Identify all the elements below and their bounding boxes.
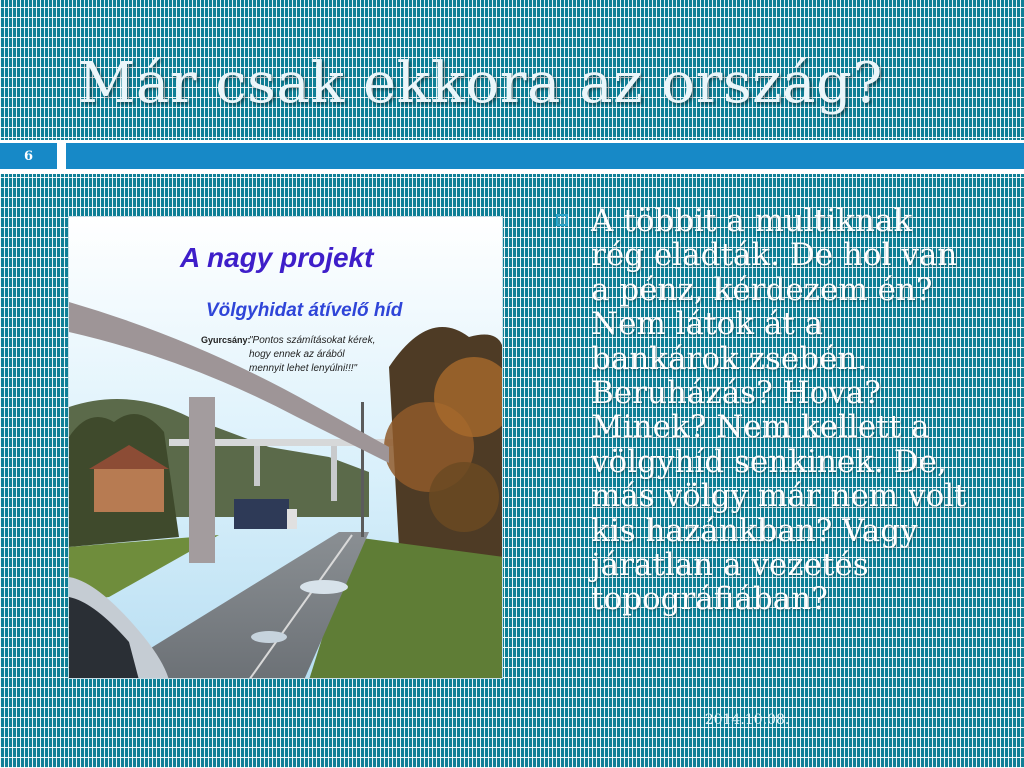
image-quote-line: hogy ennek az árából bbox=[249, 349, 345, 360]
image-quote-line: mennyit lehet lenyúlni!!!" bbox=[249, 363, 358, 374]
image-heading: A nagy projekt bbox=[180, 242, 374, 273]
bridge-photo bbox=[68, 216, 503, 679]
bridge-photo-svg bbox=[69, 217, 503, 679]
image-quote-speaker: Gyurcsány: bbox=[201, 335, 251, 345]
image-quote-line: "Pontos számításokat kérek, bbox=[249, 335, 376, 346]
footer-date: 2014.10.08. bbox=[704, 712, 790, 728]
slide-number-badge: 6 bbox=[0, 143, 57, 169]
body-text: A többit a multiknak rég eladták. De hol van a pénz, kérdezem én? Nem látok át a bankárok zsebén. Beruházás? Hova? Minek? Nem kellett a völgyhíd senkinek. De, más völgy már nem volt kis hazánkban? Vagy járatlan a vezetés topográfiában? bbox=[591, 203, 967, 618]
divider-bar bbox=[66, 143, 1024, 169]
slide-title: Már csak ekkora az ország? bbox=[78, 51, 883, 116]
bullet-icon bbox=[556, 214, 568, 226]
image-subheading: Völgyhidat átívelő híd bbox=[206, 300, 403, 321]
